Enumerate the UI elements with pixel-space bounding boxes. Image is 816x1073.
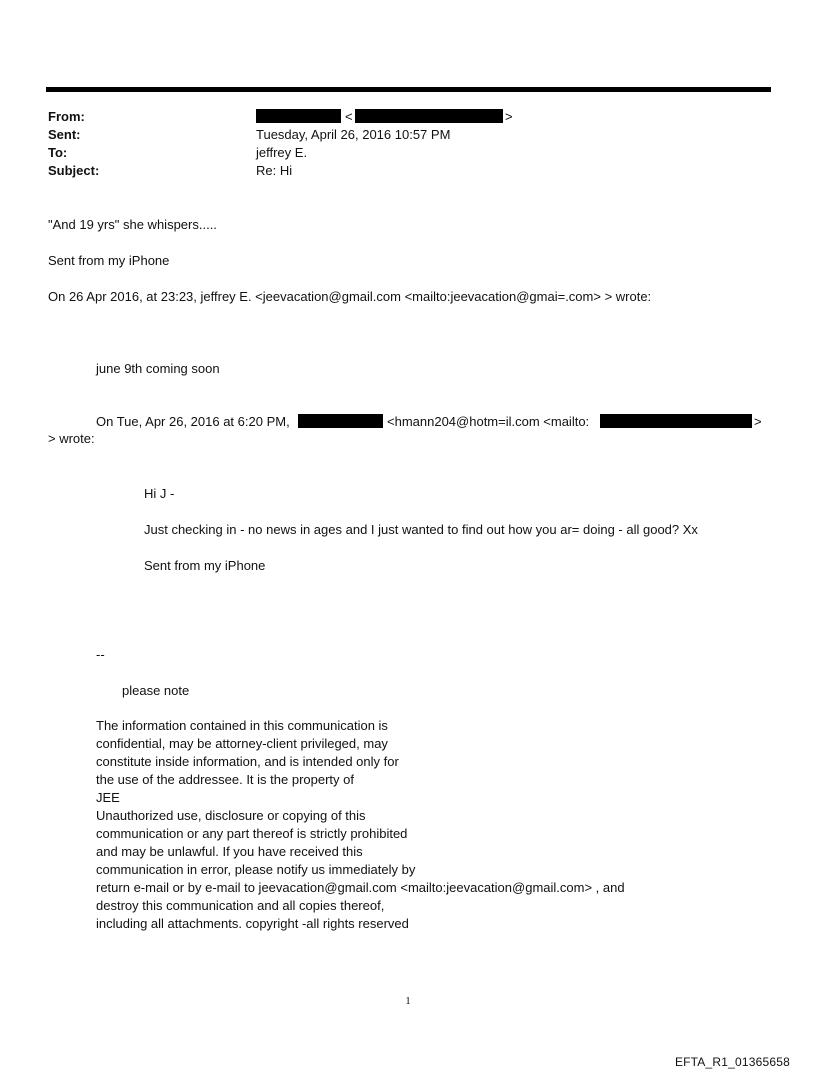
sent-value: Tuesday, April 26, 2016 10:57 PM [256, 127, 451, 142]
page-number: 1 [405, 995, 411, 1007]
document-id: EFTA_R1_01365658 [674, 1055, 790, 1069]
quote2-header-end: > [754, 414, 762, 429]
from-close-bracket: > [505, 109, 513, 124]
disclaimer-line: confidential, may be attorney-client privileged, may [96, 736, 388, 751]
quote-header-1: On 26 Apr 2016, at 23:23, jeffrey E. <jeevacation@gmail.com <mailto:jeevacation@gmai=.com> > wrote: [48, 289, 652, 304]
to-value: jeffrey E. [256, 145, 308, 160]
from-open-bracket: < [345, 109, 353, 124]
subject-label: Subject: [48, 163, 100, 178]
disclaimer-line: JEE [96, 790, 120, 805]
disclaimer [96, 717, 625, 933]
quote2-header-wrap: > wrote: [48, 431, 95, 446]
redacted-quote-sender-name [298, 414, 383, 428]
quote2-message: Just checking in - no news in ages and I just wanted to find out how you ar= doing - all good? Xx [144, 522, 698, 537]
disclaimer-line: communication or any part thereof is strictly prohibited [96, 826, 408, 841]
to-label: To: [48, 145, 68, 160]
footer-separator: -- [96, 647, 105, 662]
sent-label: Sent: [48, 127, 81, 142]
body-line-1: "And 19 yrs" she whispers..... [48, 217, 217, 232]
disclaimer-line: return e-mail or by e-mail to jeevacation@gmail.com <mailto:jeevacation@gmail.com> , and [96, 880, 625, 895]
disclaimer-line: the use of the addressee. It is the property of [96, 772, 354, 787]
quote2-greeting: Hi J - [144, 486, 175, 501]
quote2-header-middle: <hmann204@hotm=il.com <mailto: [387, 414, 590, 429]
header-rule [46, 87, 771, 92]
quote2-header-prefix: On Tue, Apr 26, 2016 at 6:20 PM, [96, 414, 290, 429]
body-signature: Sent from my iPhone [48, 253, 170, 268]
redacted-sender-email [355, 109, 503, 123]
please-note: please note [122, 683, 190, 698]
from-label: From: [48, 109, 85, 124]
disclaimer-line: constitute inside information, and is intended only for [96, 754, 399, 769]
disclaimer-line: including all attachments. copyright -all rights reserved [96, 916, 409, 931]
redacted-quote-sender-email [600, 414, 752, 428]
disclaimer-line: and may be unlawful. If you have received this [96, 844, 363, 859]
quote2-signature: Sent from my iPhone [144, 558, 266, 573]
redacted-sender-name [256, 109, 341, 123]
subject-value: Re: Hi [256, 163, 293, 178]
disclaimer-line: The information contained in this communication is [96, 718, 388, 733]
quote1-text: june 9th coming soon [96, 361, 220, 376]
disclaimer-line: destroy this communication and all copies thereof, [96, 898, 385, 913]
disclaimer-line: communication in error, please notify us immediately by [96, 862, 416, 877]
disclaimer-line: Unauthorized use, disclosure or copying of this [96, 808, 366, 823]
